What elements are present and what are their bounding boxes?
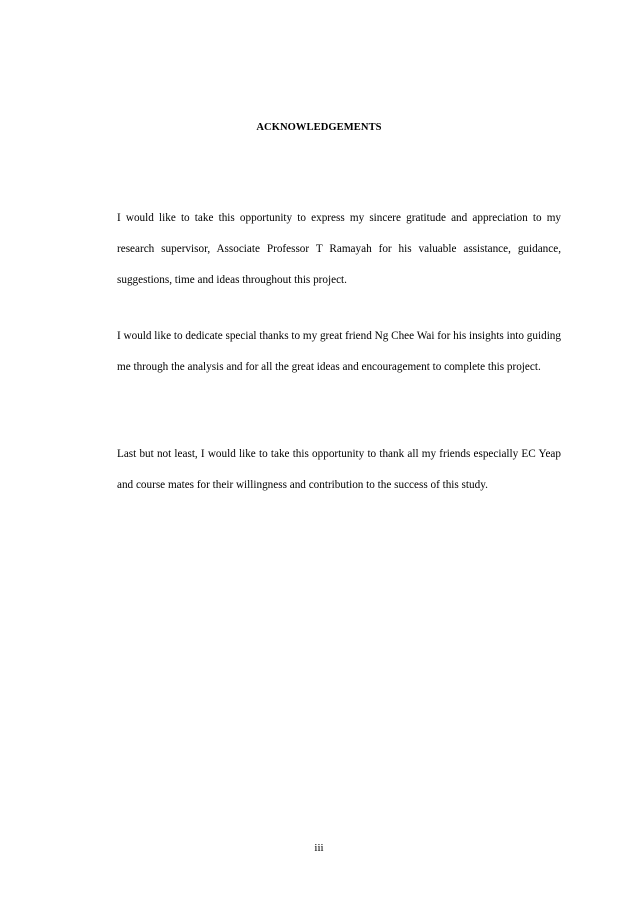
paragraph-closing-thanks: Last but not least, I would like to take this opportunity to thank all my friends especially EC Yeap and course mates for their willingness and contribution to the success of this study. bbox=[117, 448, 561, 491]
page-title: ACKNOWLEDGEMENTS bbox=[256, 122, 382, 133]
page-number: iii bbox=[314, 842, 324, 854]
paragraph-supervisor-thanks: I would like to take this opportunity to express my sincere gratitude and appreciation to my research supervisor, Associate Professor T Ramayah for his valuable assistance, guidance, suggestions, time and ideas throughout this project. bbox=[117, 212, 561, 286]
paragraph-friend-thanks: I would like to dedicate special thanks to my great friend Ng Chee Wai for his insights into guiding me through the analysis and for all the great ideas and encouragement to complete this project. bbox=[117, 330, 561, 373]
